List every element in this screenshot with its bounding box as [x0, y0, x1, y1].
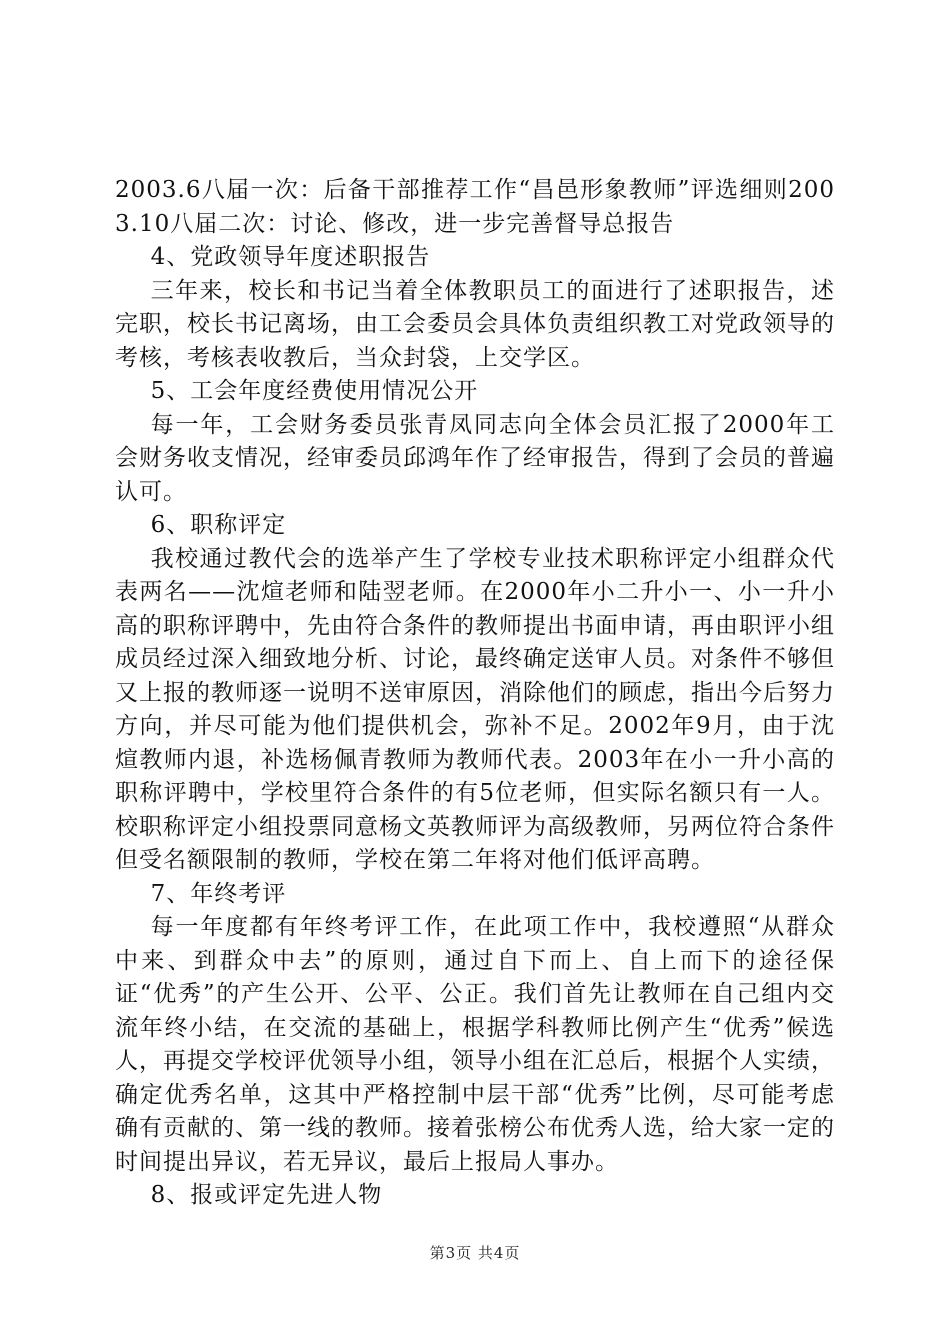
section-heading-4: 4、党政领导年度述职报告	[150, 244, 431, 270]
body-paragraph: 我校通过教代会的选举产生了学校专业技术职称评定小组群众代表两名——沈煊老师和陆翌老师。在2000年小二升小一、小一升小高的职称评聘中，先由符合条件的教师提出书面申请，再由职评小组成员经过深入细致地分析、讨论，最终确定送审人员。对条件不够但又上报的教师逐一说明不送审原因，消除他们的顾虑，指出今后努力方向，并尽可能为他们提供机会，弥补不足。2002年9月，由于沈煊教师内退，补选杨佩青教师为教师代表。2003年在小一升小高的职称评聘中，学校里符合条件的有5位老师，但实际名额只有一人。校职称评定小组投票同意杨文英教师评为高级教师，另两位符合条件但受名额限制的教师，学校在第二年将对他们低评高聘。	[115, 545, 835, 873]
body-paragraph: 三年来，校长和书记当着全体教职员工的面进行了述职报告，述完职，校长书记离场，由工会委员会具体负责组织教工对党政领导的考核，考核表收教后，当众封袋，上交学区。	[115, 277, 835, 371]
section-heading-7: 7、年终考评	[150, 880, 287, 907]
section-heading-8: 8、报或评定先进人物	[150, 1182, 383, 1208]
section-heading-5: 5、工会年度经费使用情况公开	[150, 378, 479, 404]
section-heading-6: 6、职称评定	[150, 512, 287, 538]
body-paragraph: 2003.6八届一次：后备干部推荐工作“昌邑形象教师”评选细则2003.10八届二次：讨论、修改，进一步完善督导总报告	[115, 177, 835, 237]
document-body	[115, 174, 835, 1213]
page-footer	[0, 1242, 950, 1263]
page-number-label: 第3页 共4页	[429, 1244, 521, 1262]
body-paragraph: 每一年度都有年终考评工作，在此项工作中，我校遵照“从群众中来、到群众中去”的原则，通过自下而上、自上而下的途径保证“优秀”的产生公开、公平、公正。我们首先让教师在自己组内交流年终小结，在交流的基础上，根据学科教师比例产生“优秀”候选人，再提交学校评优领导小组，领导小组在汇总后，根据个人实绩，确定优秀名单，这其中严格控制中层干部“优秀”比例，尽可能考虑确有贡献的、第一线的教师。接着张榜公布优秀人选，给大家一定的时间提出异议，若无异议，最后上报局人事办。	[115, 914, 835, 1175]
body-paragraph: 每一年，工会财务委员张青凤同志向全体会员汇报了2000年工会财务收支情况，经审委员邱鸿年作了经审报告，得到了会员的普遍认可。	[115, 411, 835, 505]
